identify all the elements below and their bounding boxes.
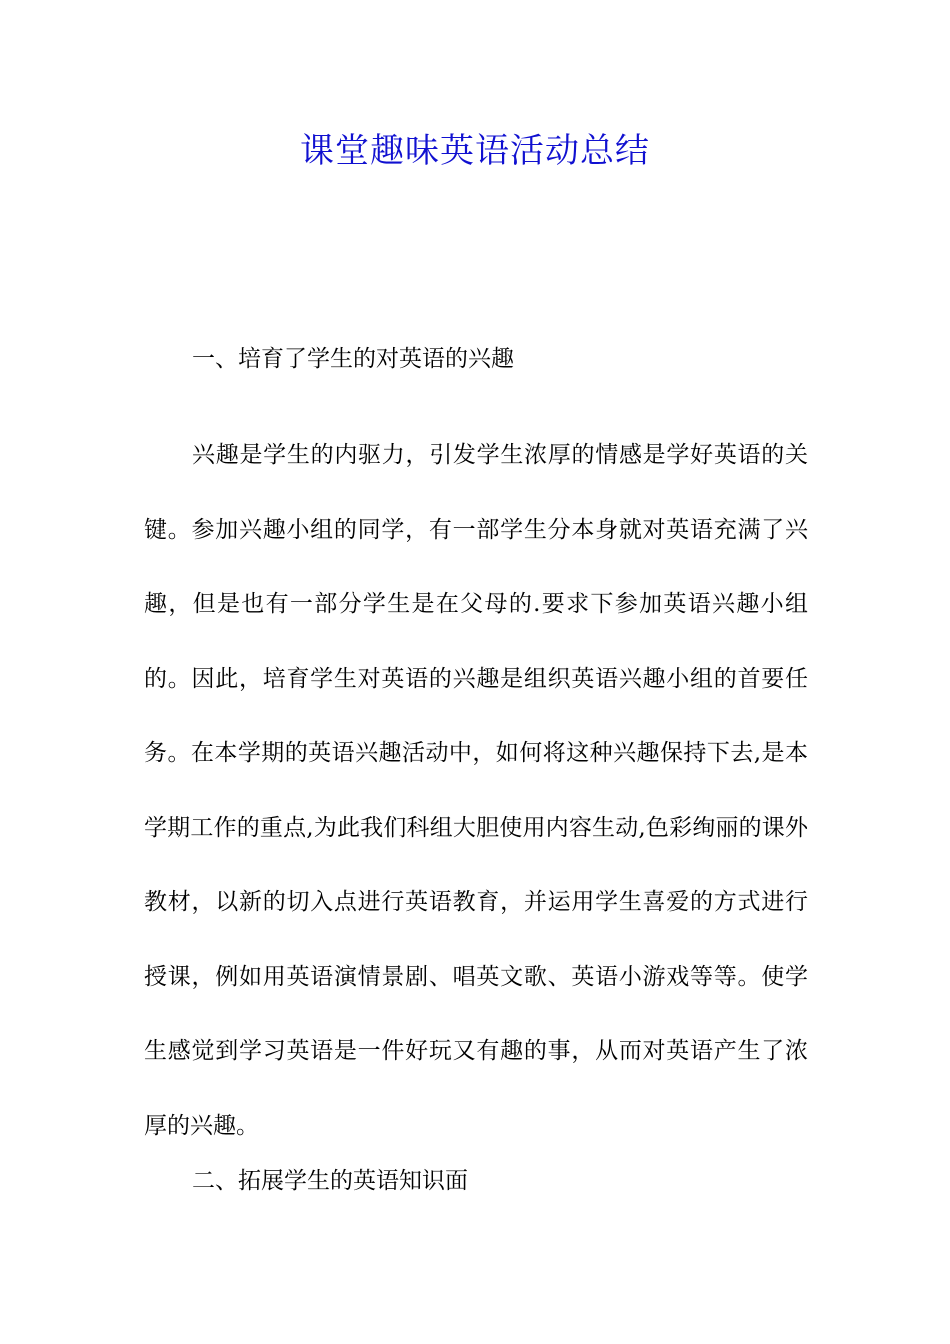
section-1-heading: 一、培育了学生的对英语的兴趣 (192, 346, 514, 372)
section-1-paragraph: 兴趣是学生的内驱力，引发学生浓厚的情感是学好英语的关键。参加兴趣小组的同学，有一部学生分本身就对英语充满了兴趣，但是也有一部分学生是在父母的.要求下参加英语兴趣小组的。因此，培育学生对英语的兴趣是组织英语兴趣小组的首要任务。在本学期的英语兴趣活动中，如何将这种兴趣保持下去,是本学期工作的重点,为此我们科组大胆使用内容生动,色彩绚丽的课外教材，以新的切入点进行英语教育，并运用学生喜爱的方式进行授课，例如用英语演情景剧、唱英文歌、英语小游戏等等。使学生感觉到学习英语是一件好玩又有趣的事，从而对英语产生了浓厚的兴趣。 (144, 442, 808, 1139)
document-title: 课堂趣味英语活动总结 (300, 131, 650, 171)
section-2-heading: 二、拓展学生的英语知识面 (192, 1168, 468, 1194)
